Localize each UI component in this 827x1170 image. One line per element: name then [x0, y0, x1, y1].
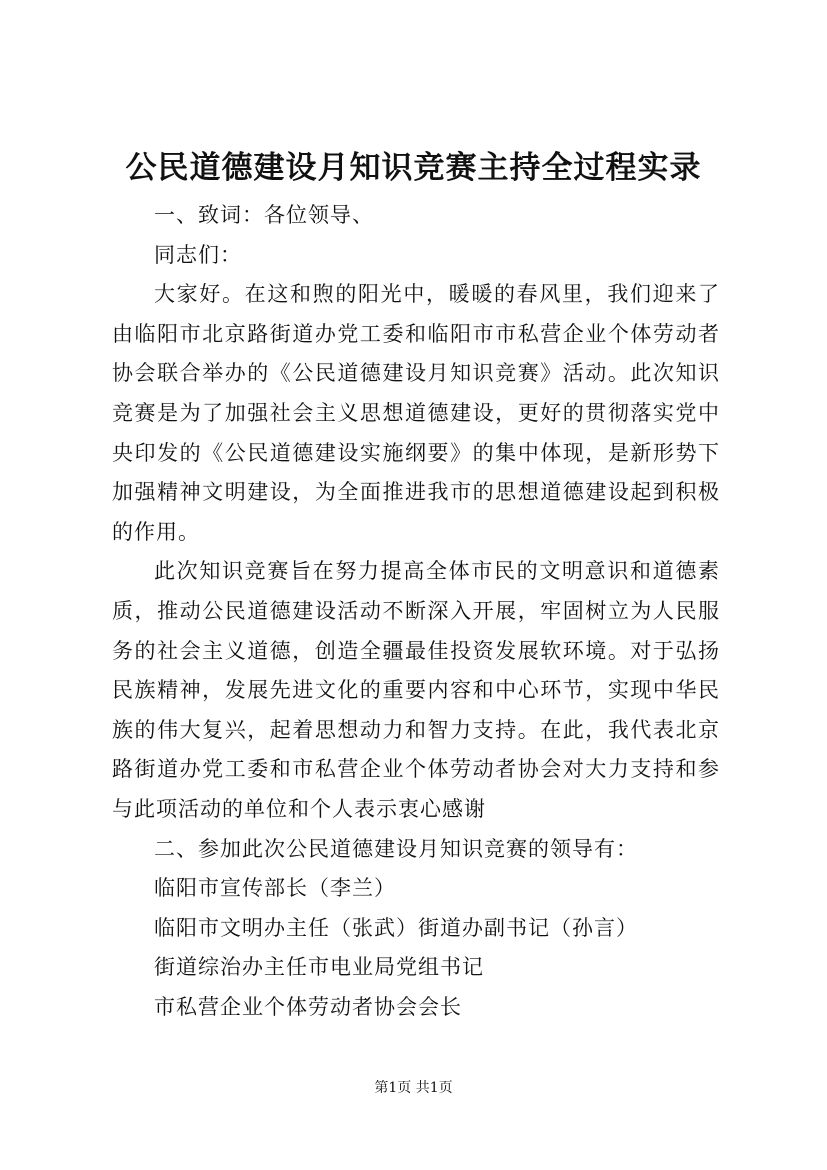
leader-line-4: 市私营企业个体劳动者协会会长: [154, 994, 462, 1019]
paragraph-2: 此次知识竞赛旨在努力提高全体市民的文明意识和道德素质，推动公民道德建设活动不断深入开展，牢固树立为人民服务的社会主义道德，创造全疆最佳投资发展软环境。对于弘扬民族精神，发展先进文化的重要内容和中心环节，实现中华民族的伟大复兴，起着思想动力和智力支持。在此，我代表北京路街道办党工委和市私营企业个体劳动者协会对大力支持和参与此项活动的单位和个人表示衷心感谢: [112, 559, 720, 821]
page-number-footer: 第1页 共1页: [374, 1080, 453, 1096]
leader-line-3: 街道综治办主任市电业局党组书记: [154, 955, 484, 980]
document-title: 公民道德建设月知识竞赛主持全过程实录: [125, 150, 702, 186]
leaders-heading: 二、参加此次公民道德建设月知识竞赛的领导有：: [154, 836, 638, 861]
leader-line-1: 临阳市宣传部长（李兰）: [154, 876, 396, 901]
salutation-line-1: 一、致词：各位领导、: [154, 203, 374, 227]
salutation-line-2: 同志们：: [154, 242, 242, 267]
document-body: [112, 196, 720, 1027]
paragraph-1: 大家好。在这和煦的阳光中，暖暖的春风里，我们迎来了由临阳市北京路街道办党工委和临阳市市私营企业个体劳动者协会联合举办的《公民道德建设月知识竞赛》活动。此次知识竞赛是为了加强社会主义思想道德建设，更好的贯彻落实党中央印发的《公民道德建设实施纲要》的集中体现，是新形势下加强精神文明建设，为全面推进我市的思想道德建设起到积极的作用。: [112, 282, 720, 544]
leader-line-2: 临阳市文明办主任（张武）街道办副书记（孙言）: [154, 915, 638, 940]
